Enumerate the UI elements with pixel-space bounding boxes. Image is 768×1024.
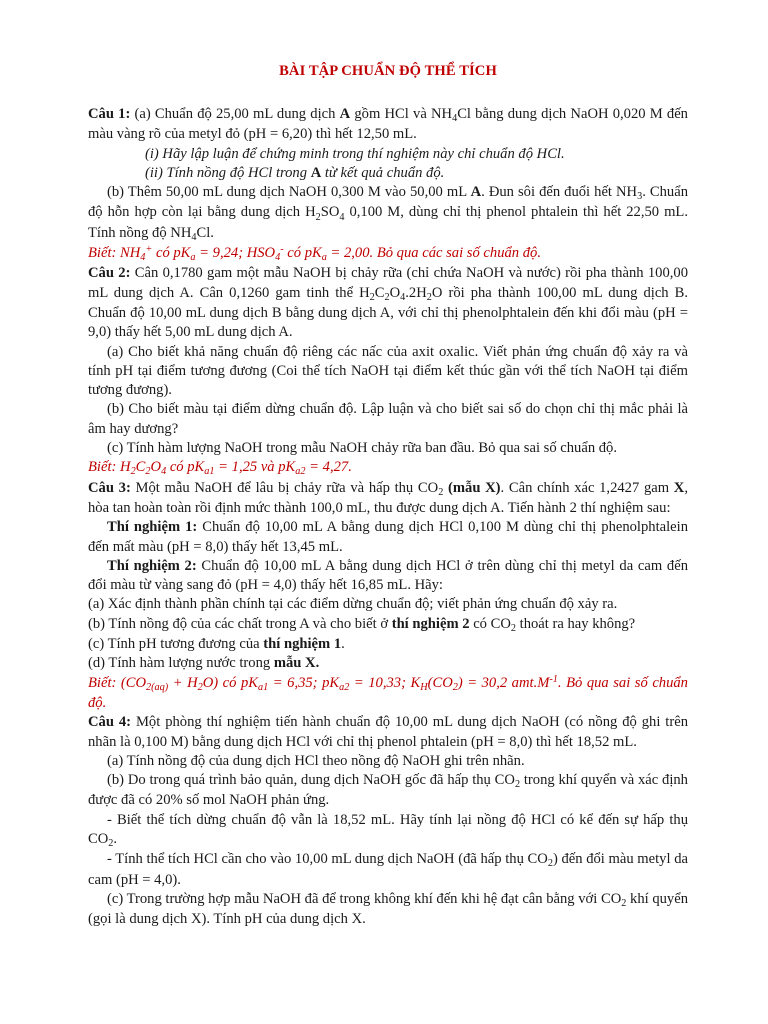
q4-b-text: trong khí quyển và xác định được đã có 20% số mol NaOH phản ứng. — [88, 772, 688, 809]
q4-dash-text: - Tính thể tích HCl cần cho vào 10,00 mL dung dịch NaOH (đã hấp thụ CO — [107, 851, 548, 868]
q4-part-b-dash-1 — [88, 811, 688, 851]
note-sub: a1 — [258, 681, 269, 693]
q4-label: Câu 4: — [88, 714, 132, 731]
note-sub: a — [321, 252, 327, 264]
note-sub: a — [190, 252, 196, 264]
q2-sub: 2 — [369, 291, 375, 303]
q1-ii-text: (ii) Tính nồng độ HCl trong — [145, 164, 311, 181]
q1-b-text: . Chuẩn độ hỗn hợp còn lại bằng dung dịch H — [88, 184, 688, 221]
q1-part-b — [88, 183, 688, 244]
q3-part-b — [88, 615, 688, 635]
q1-label: Câu 1: — [88, 106, 131, 122]
q1-part-ii — [88, 164, 688, 183]
q1-text: gồm HCl và NH — [350, 106, 453, 122]
q1-b-text: SO — [320, 204, 340, 221]
note-text: = 2,00. Bỏ qua các sai số chuẩn độ. — [326, 245, 541, 262]
note-sup: -1 — [549, 674, 558, 686]
q2-label: Câu 2: — [88, 265, 131, 282]
note-text: có pK — [152, 245, 191, 262]
q3-b-text: (b) Tính nồng độ của các chất trong A và cho biết ở — [88, 615, 392, 632]
note-text: (CO — [427, 674, 453, 691]
note-text: có pK — [166, 459, 205, 476]
q3-experiment-1 — [88, 518, 688, 557]
q3-c-text: . — [341, 636, 345, 653]
q1-sub: 4 — [452, 113, 458, 125]
note-text: C — [135, 459, 146, 476]
q4-c-text: khí quyển (gọi là dung dịch X). Tính pH của dung dịch X. — [88, 890, 688, 928]
note-text: = 9,24; HSO — [195, 245, 276, 262]
q1-b-text: (b) Thêm 50,00 mL dung dịch NaOH 0,300 M vào 50,00 mL — [107, 184, 471, 201]
q4-c-text: (c) Trong trường hợp mẫu NaOH đã để trong không khí đến khi hệ đạt cân bằng với CO — [107, 890, 622, 907]
q3-experiment-2 — [88, 557, 688, 596]
q3-note — [88, 674, 688, 714]
note-text: Biết: (CO — [88, 674, 147, 691]
q3-bold: (mẫu X) — [443, 479, 501, 496]
q1-text: (a) Chuẩn độ 25,00 mL dung dịch — [130, 106, 340, 122]
page-title: BÀI TẬP CHUẨN ĐỘ THỂ TÍCH — [279, 63, 497, 79]
q4-dash-text: ) đến đổi màu metyl da cam (pH = 4,0). — [88, 851, 688, 888]
note-sub: 2 — [197, 681, 203, 693]
q2-sub: 2 — [384, 291, 390, 303]
q4-text: Một phòng thí nghiệm tiến hành chuẩn độ 10,00 mL dung dịch NaOH (có nồng độ ghi trên nhãn là 0,100 M) bằng dung dịch HCl với chỉ thị phenol phtalein (pH = 8,0) thì hết 18,52 mL. — [88, 714, 688, 750]
q1-sub: 4 — [339, 211, 345, 223]
q2-part-c: (c) Tính hàm lượng NaOH trong mẫu NaOH chảy rữa ban đầu. Bỏ qua sai số chuẩn độ. — [107, 440, 618, 457]
q2-text: Cân 0,1780 gam một mẫu NaOH bị chảy rữa (chỉ chứa NaOH và nước) rồi pha thành 100,00 mL dung dịch A. Cân 0,1260 gam tinh thể H — [88, 265, 688, 301]
q3-label: Câu 3: — [88, 479, 131, 496]
q3-c-bold: thí nghiệm 1 — [263, 636, 342, 653]
q1-stem — [88, 105, 688, 145]
q1-bold-a: A — [339, 106, 351, 122]
q2-stem — [88, 264, 688, 342]
note-text: ) = 30,2 amt.M — [457, 674, 550, 691]
q3-part-d — [88, 654, 688, 673]
q2-text: O rồi pha thành 100,00 mL dung dịch B. Chuẩn độ 10,00 mL dung dịch B bằng dung dịch A, với chỉ thị phenolphtalein đến khi đổi màu (pH = 9,0) thấy hết 5,00 mL dung dịch A. — [88, 284, 689, 341]
note-text: có pK — [283, 245, 322, 262]
q4-stem — [88, 713, 688, 752]
q3-d-bold: mẫu X. — [273, 655, 320, 672]
q4-sub: 2 — [514, 779, 521, 791]
note-sup: - — [280, 244, 284, 256]
q2-part-a: (a) Cho biết khả năng chuẩn độ riêng các nấc của axit oxalic. Viết phản ứng chuẩn độ xảy ra và tính pH tại điểm tương đương (Coi thể tích NaOH tại điểm kết thúc gần với thể tích NaOH tại điểm tương đương). — [88, 343, 688, 399]
q4-part-c — [88, 890, 688, 930]
q3-b-text: thoát ra hay không? — [516, 615, 636, 632]
q3-e1-label: Thí nghiệm 1: — [107, 519, 198, 536]
q1-note — [88, 244, 688, 264]
q2-part-b: (b) Cho biết màu tại điểm dừng chuẩn độ. Lập luận và cho biết sai số do chọn chỉ thị mắc phải là âm hay dương? — [88, 401, 688, 437]
note-sub: 2 — [130, 466, 136, 478]
q2-sub: 4 — [400, 291, 406, 303]
q1-b-text: 0,100 M, dùng chỉ thị phenol phtalein thì hết 22,50 mL. Tính nồng độ NH — [88, 204, 688, 241]
q2-note — [88, 458, 688, 478]
q2-text: C — [374, 284, 385, 301]
q2-text: O — [389, 284, 401, 301]
q1-ii-text: từ kết quả chuẩn độ. — [321, 164, 445, 181]
note-text: = 6,35; pK — [268, 674, 340, 691]
note-text: Biết: H — [88, 459, 131, 476]
note-sub: 4 — [140, 252, 146, 264]
q1-sub: 3 — [637, 191, 643, 203]
q3-text: Một mẫu NaOH để lâu bị chảy rữa và hấp thụ CO — [130, 479, 439, 496]
note-sub: H — [420, 681, 428, 693]
q3-b-text: có CO — [469, 615, 511, 632]
note-sub: a2 — [339, 681, 350, 693]
q3-text: , hòa tan hoàn toàn rồi định mức thành 100,0 mL, thu được dung dịch A. Tiến hành 2 thí nghiệm sau: — [88, 479, 688, 516]
note-text: O) có pK — [202, 674, 259, 691]
q3-text: . Cân chính xác 1,2427 gam — [500, 479, 674, 496]
q4-dash-text: . — [113, 830, 118, 847]
q3-bold: X — [673, 479, 685, 496]
q1-b-bold: A — [470, 184, 482, 201]
q3-c-text: (c) Tính pH tương đương của — [88, 636, 264, 653]
q1-text: Cl bằng dung dịch NaOH 0,020 M đến màu vàng rõ của metyl đỏ (pH = 6,20) thì hết 12,50 mL. — [88, 106, 688, 143]
note-text: + H — [168, 674, 198, 691]
q1-sub: 4 — [191, 231, 197, 243]
q1-ii-bold: A — [310, 164, 322, 181]
q4-sub: 2 — [547, 858, 553, 870]
note-sub: a1 — [204, 466, 215, 478]
q4-dash-text: - Biết thể tích dừng chuẩn độ vẫn là 18,52 mL. Hãy tính lại nồng độ HCl có kể đến sự hấp thụ CO — [88, 811, 688, 847]
q3-sub: 2 — [438, 486, 444, 498]
note-sub: 4 — [161, 466, 167, 478]
q4-part-b-dash-2 — [88, 850, 688, 890]
note-sub: a2 — [295, 466, 306, 478]
q3-part-c — [88, 635, 688, 654]
note-text: = 4,27. — [305, 459, 352, 476]
q1-sub: 2 — [315, 211, 321, 223]
note-text: Biết: NH — [88, 245, 141, 262]
note-sup: + — [145, 244, 153, 256]
q3-b-bold: thí nghiệm 2 — [391, 615, 470, 632]
q3-e1-text: Chuẩn độ 10,00 mL A bằng dung dịch HCl 0,100 M dùng chỉ thị phenolphtalein đến mất màu (pH = 8,0) thấy hết 13,45 mL. — [88, 519, 688, 555]
q1-b-text: Cl. — [196, 224, 214, 241]
note-text: . Bỏ qua sai số chuẩn độ. — [88, 674, 688, 711]
note-sub: 2(aq) — [146, 681, 169, 693]
q3-sub: 2 — [510, 622, 517, 634]
q4-b-text: (b) Do trong quá trình bảo quản, dung dịch NaOH gốc đã hấp thụ CO — [107, 772, 515, 789]
note-sub: 2 — [452, 681, 458, 693]
q1-part-i — [88, 145, 688, 164]
note-text: = 1,25 và pK — [214, 459, 296, 476]
note-sub: 4 — [275, 252, 281, 264]
q4-part-b — [88, 771, 688, 811]
q3-e2-label: Thí nghiệm 2: — [107, 557, 197, 574]
q1-b-text: . Đun sôi đến đuổi hết NH — [481, 184, 638, 201]
q1-i-text: (i) Hãy lập luận để chứng minh trong thí nghiệm này chỉ chuẩn độ HCl. — [145, 145, 565, 162]
q2-text: .2H — [405, 284, 427, 301]
q3-part-a: (a) Xác định thành phần chính tại các điểm dừng chuẩn độ; viết phản ứng chuẩn độ xảy ra. — [88, 596, 618, 613]
note-sub: 2 — [145, 466, 151, 478]
note-text: O — [150, 459, 162, 476]
q3-e2-text: Chuẩn độ 10,00 mL A bằng dung dịch HCl ở trên dùng chỉ thị metyl da cam đến đổi màu từ vàng sang đỏ (pH = 4,0) thấy hết 16,85 mL. Hãy: — [88, 557, 688, 594]
note-text: = 10,33; K — [349, 674, 421, 691]
q2-sub: 2 — [426, 291, 432, 303]
q4-part-a: (a) Tính nồng độ của dung dịch HCl theo nồng độ NaOH ghi trên nhãn. — [107, 752, 525, 769]
q4-sub: 2 — [108, 838, 114, 850]
q3-stem — [88, 479, 688, 519]
q4-sub: 2 — [621, 897, 627, 909]
q3-d-text: (d) Tính hàm lượng nước trong — [88, 655, 274, 672]
